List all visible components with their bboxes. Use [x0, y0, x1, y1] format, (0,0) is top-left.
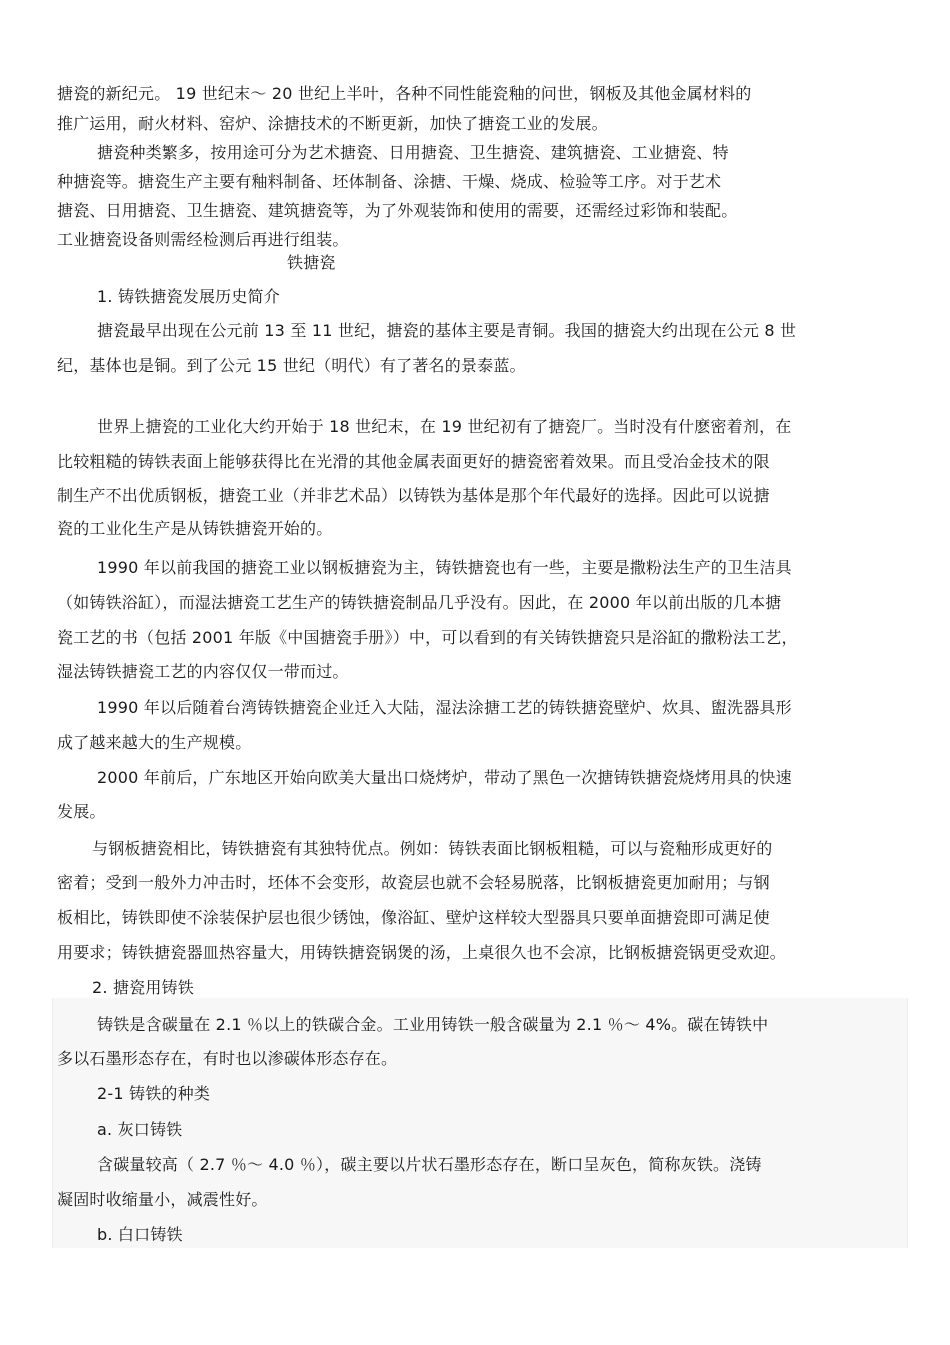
text-line: 密着；受到一般外力冲击时，坯体不会变形，故瓷层也就不会轻易脱落，比钢板搪瓷更加耐用；与钢	[57, 873, 770, 892]
text-line: 推广运用，耐火材料、窑炉、涂搪技术的不断更新，加快了搪瓷工业的发展。	[57, 114, 608, 133]
text-line: 搪瓷的新纪元。 19 世纪末～ 20 世纪上半叶，各种不同性能瓷釉的问世，钢板及其他金属材料的	[57, 84, 752, 103]
text-line: 2000 年前后，广东地区开始向欧美大量出口烧烤炉，带动了黑色一次搪铸铁搪瓷烧烤用具的快速	[97, 768, 792, 787]
text-line: 搪瓷种类繁多，按用途可分为艺术搪瓷、日用搪瓷、卫生搪瓷、建筑搪瓷、工业搪瓷、特	[97, 143, 729, 162]
text-line: 世界上搪瓷的工业化大约开始于 18 世纪末，在 19 世纪初有了搪瓷厂。当时没有什麽密着剂，在	[97, 417, 792, 436]
text-line: 纪，基体也是铜。到了公元 15 世纪（明代）有了著名的景泰蓝。	[57, 356, 526, 375]
text-line: 1990 年以后随着台湾铸铁搪瓷企业迁入大陆，湿法涂搪工艺的铸铁搪瓷壁炉、炊具、盥洗器具形	[97, 698, 792, 717]
text-line: 发展。	[57, 802, 106, 821]
text-line: 瓷工艺的书（包括 2001 年版《中国搪瓷手册》）中，可以看到的有关铸铁搪瓷只是浴缸的撒粉法工艺，	[57, 628, 798, 647]
text-line: 搪瓷、日用搪瓷、卫生搪瓷、建筑搪瓷等，为了外观装饰和使用的需要，还需经过彩饰和装配。	[57, 201, 738, 220]
subsection-heading: b. 白口铸铁	[97, 1225, 183, 1244]
text-line: 板相比，铸铁即使不涂装保护层也很少锈蚀，像浴缸、壁炉这样较大型器具只要单面搪瓷即可满足使	[57, 908, 770, 927]
text-line: 制生产不出优质钢板，搪瓷工业（并非艺术品）以铸铁为基体是那个年代最好的选择。因此可以说搪	[57, 486, 770, 505]
text-line: 工业搪瓷设备则需经检测后再进行组装。	[57, 230, 349, 249]
text-line: 瓷的工业化生产是从铸铁搪瓷开始的。	[57, 519, 333, 538]
text-line: 用要求；铸铁搪瓷器皿热容量大，用铸铁搪瓷锅煲的汤，上桌很久也不会凉，比钢板搪瓷锅更受欢迎。	[57, 943, 787, 962]
subsection-heading: 2-1 铸铁的种类	[97, 1084, 211, 1103]
section-title: 铁搪瓷	[287, 253, 336, 272]
text-line: （如铸铁浴缸），而湿法搪瓷工艺生产的铸铁搪瓷制品几乎没有。因此，在 2000 年以前出版的几本搪	[57, 593, 782, 612]
text-line: 与钢板搪瓷相比，铸铁搪瓷有其独特优点。例如：铸铁表面比钢板粗糙，可以与瓷釉形成更好的	[92, 839, 773, 858]
section-heading: 2. 搪瓷用铸铁	[92, 978, 194, 997]
text-line: 湿法铸铁搪瓷工艺的内容仅仅一带而过。	[57, 662, 349, 681]
text-line: 多以石墨形态存在，有时也以渗碳体形态存在。	[57, 1049, 398, 1068]
text-line: 铸铁是含碳量在 2.1 ％以上的铁碳合金。工业用铸铁一般含碳量为 2.1 ％～ 4%。碳在铸铁中	[97, 1015, 769, 1034]
text-line: 搪瓷最早出现在公元前 13 至 11 世纪，搪瓷的基体主要是青铜。我国的搪瓷大约出现在公元 8 世	[97, 321, 797, 340]
text-line: 1990 年以前我国的搪瓷工业以钢板搪瓷为主，铸铁搪瓷也有一些，主要是撒粉法生产的卫生洁具	[97, 558, 792, 577]
text-line: 凝固时收缩量小，减震性好。	[57, 1190, 268, 1209]
subsection-heading: a. 灰口铸铁	[97, 1120, 183, 1139]
text-line: 比较粗糙的铸铁表面上能够获得比在光滑的其他金属表面更好的搪瓷密着效果。而且受冶金技术的限	[57, 452, 770, 471]
text-line: 含碳量较高（ 2.7 ％～ 4.0 ％），碳主要以片状石墨形态存在，断口呈灰色，简称灰铁。浇铸	[97, 1155, 762, 1174]
text-line: 种搪瓷等。搪瓷生产主要有釉料制备、坯体制备、涂搪、干燥、烧成、检验等工序。对于艺术	[57, 172, 722, 191]
section-heading: 1. 铸铁搪瓷发展历史简介	[97, 287, 280, 306]
text-line: 成了越来越大的生产规模。	[57, 733, 252, 752]
